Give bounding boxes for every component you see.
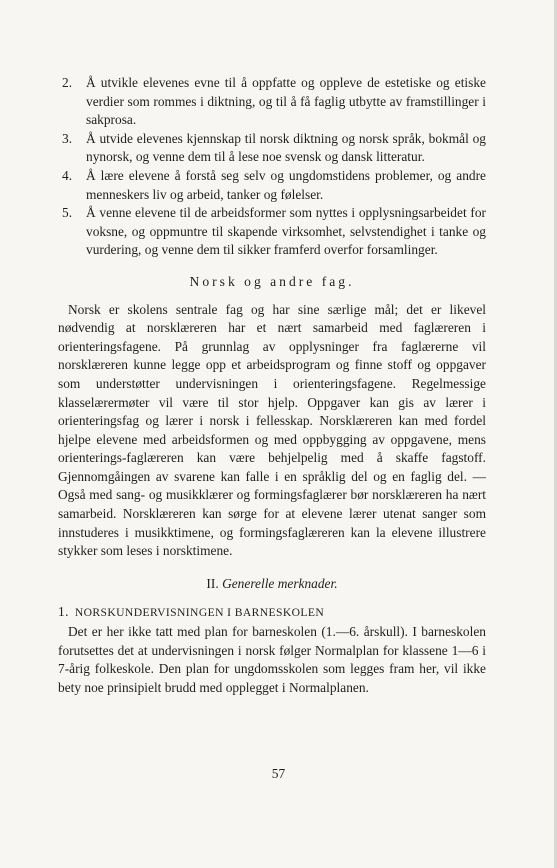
list-item-number: 3. (62, 130, 73, 146)
subsection-title: NORSKUNDERVISNINGEN I BARNESKOLEN (74, 606, 325, 620)
list-item-text: Å lære elevene å forstå seg selv og ungdomstidens problemer, og andre menneskers liv og arbeid, tanker og følelser. (86, 167, 486, 202)
chapter-heading (58, 575, 486, 594)
list-item-number: 4. (62, 167, 73, 183)
list-item (58, 130, 486, 167)
list-item-number: 2. (62, 75, 73, 90)
page-number: 57 (271, 766, 286, 781)
section-heading: Norsk og andre fag. (189, 273, 355, 289)
page-content (58, 74, 486, 697)
subsection-heading (58, 603, 486, 623)
list-item-number: 5. (62, 205, 73, 221)
list-item (58, 74, 486, 130)
chapter-title: Generelle merknader. (222, 575, 338, 591)
list-item (58, 167, 486, 204)
list-item-text: Å venne elevene til de arbeidsformer som nyttes i opplysningsarbeidet for voksne, og oppmuntre til skapende virksomhet, selvstendighet i tanke og vurdering, og venne dem til sikker framferd overfor forsamlinger. (86, 205, 486, 258)
goals-list (58, 74, 486, 260)
list-item-text: Å utvide elevenes kjennskap til norsk diktning og norsk språk, bokmål og nynorsk, og venne dem til å lese noe svensk og dansk litteratur. (86, 130, 486, 165)
subsection-paragraph: Det er her ikke tatt med plan for barneskolen (1.—6. årskull). I barneskolen forutsettes det at undervisningen i norsk følger Normalplan for klassene 1—6 i 7-årig folkeskole. Den plan for ungdomsskolen som legges fram her, vil ikke bety noe prinsipielt brudd med opplegget i Normalplanen. (58, 624, 486, 695)
list-item-text: Å utvikle elevenes evne til å oppfatte og oppleve de estetiske og etiske verdier som rommes i diktning, og til å få faglig utbytte av framstillinger i sakprosa. (86, 75, 486, 128)
chapter-number: II. (206, 575, 219, 591)
section-paragraph: Norsk er skolens sentrale fag og har sine særlige mål; det er likevel nødvendig at norsklæreren har et nært samarbeid med faglæreren i orienteringsfagene. På grunnlag av opplysninger fra faglærerne vil norsklæreren kunne legge opp et arbeidsprogram og finne stoff og oppgaver som understøtter undervisningen i orienteringsfagene. Regelmessige klasselærermøter vil være til stor hjelp. Oppgaver kan gis av lærer i orienteringsfag og lærer i norsk i fellesskap. Norsklæreren kan med fordel hjelpe elevene med arbeidsformen og med oppbygging av oppgavene, mens orienterings-faglæreren kan være behjelpelig med å skaffe fagstoff. Gjennomgåingen av svarene kan falle i en språklig del og en faglig del. — Også med sang- og musikklærer og formingsfaglærer bør norsklæreren ha nært samarbeid. Norsklæreren kan sørge for at elevene lærer utenat sanger som innstuderes i musikktimene, og formingsfaglæreren kan la elevene illustrere stykker som leses i norsktimene. (58, 301, 486, 559)
list-item (58, 204, 486, 260)
subsection-number: 1. (58, 604, 69, 620)
